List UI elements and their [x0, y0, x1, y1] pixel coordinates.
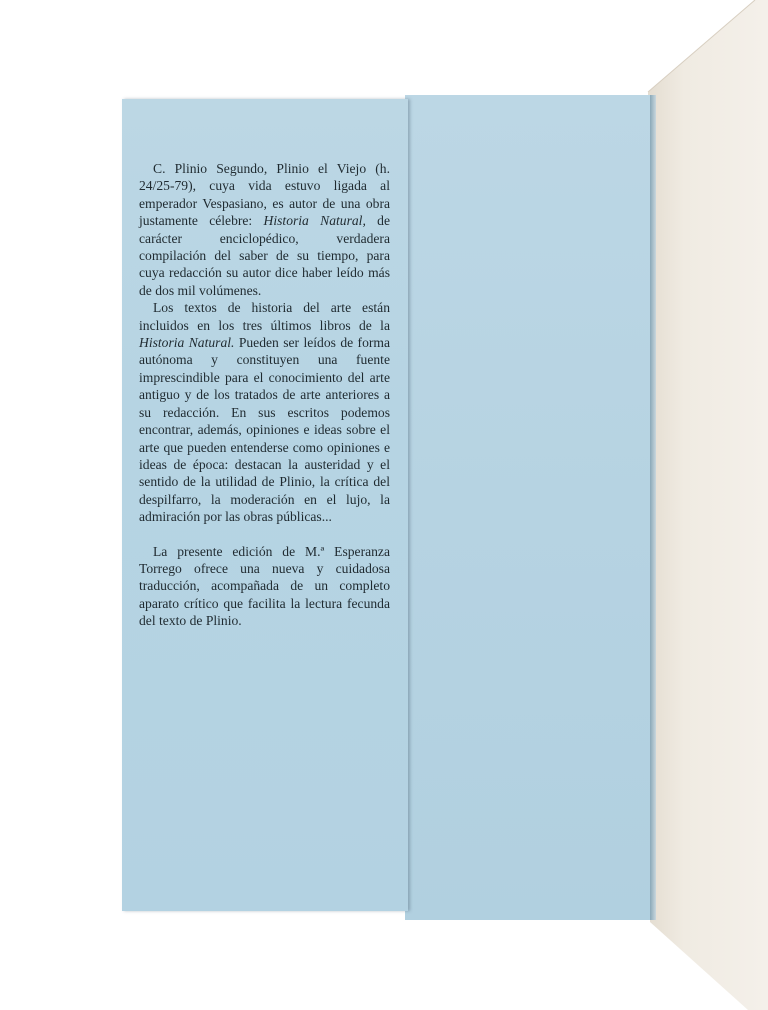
blurb-paragraph-1: [139, 160, 390, 299]
blurb-p2-title: Historia Natural.: [139, 335, 235, 351]
blurb-paragraph-2: [139, 299, 390, 525]
blurb-paragraph-3: La presente edición de M.ª Esperanza Torrego ofrece una nueva y cuidadosa traducción, acompañada de un completo aparato crítico que facilita la lectura fecunda del texto de Plinio.: [139, 543, 390, 629]
flap-blurb: [139, 160, 390, 630]
blurb-p1-start: C. Plinio Segundo, Plinio el Viejo (h. 24/25-79), cuya vida estuvo ligada al emperador Vespasiano, es autor de una obra justamente célebre:: [139, 161, 390, 229]
back-cover-panel: [405, 95, 653, 920]
blurb-p2-end: Pueden ser leídos de forma autónoma y constituyen una fuente imprescindible para el conocimiento del arte antiguo y de los tratados de arte anteriores a su redacción. En sus escritos podemos encontrar, además, opiniones e ideas sobre el arte que pueden entenderse como opiniones e ideas de época: destacan la austeridad y el sentido de la utilidad de Plinio, la crítica del despilfarro, la moderación en el lujo, la admiración por las obras públicas...: [139, 335, 391, 525]
blurb-p1-title: Historia Natural,: [263, 213, 366, 229]
cover-edge: [650, 95, 656, 920]
blurb-p1-end: de carácter enciclopédico, verdadera compilación del saber de su tiempo, para cuya redacción su autor dice haber leído más de dos mil volúmenes.: [139, 213, 391, 298]
blurb-p2-start: Los textos de historia del arte están incluidos en los tres últimos libros de la: [139, 300, 390, 333]
